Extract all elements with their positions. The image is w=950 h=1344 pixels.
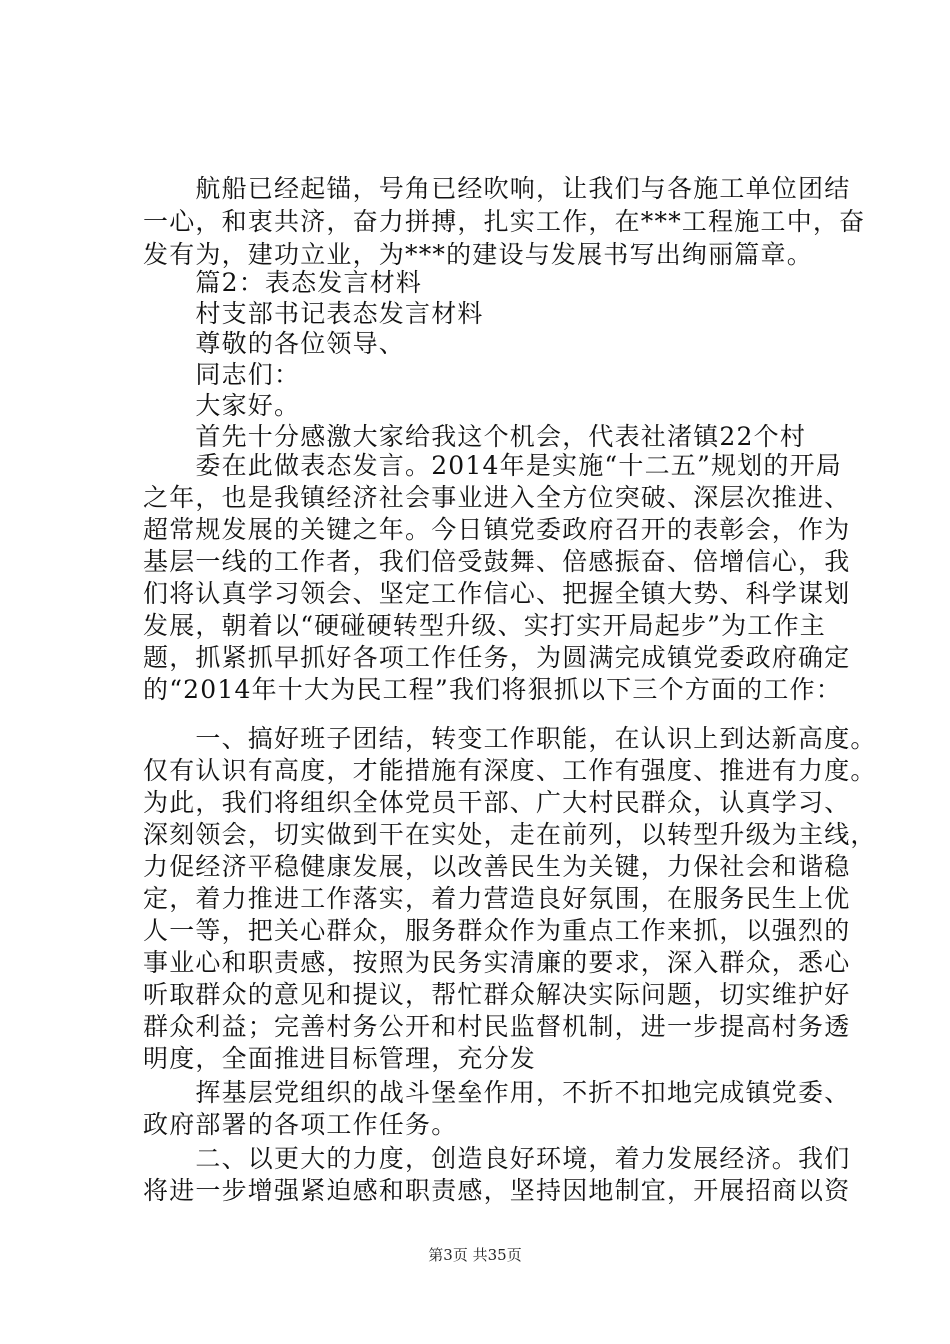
page-number-footer: 第3页 共35页 xyxy=(428,1246,522,1264)
text-line: 深刻领会，切实做到干在实处，走在前列，以转型升级为主线， xyxy=(143,820,877,849)
text-line: 的“2014年十大为民工程”我们将狠抓以下三个方面的工作： xyxy=(143,675,842,704)
text-line: 挥基层党组织的战斗堡垒作用，不折不扣地完成镇党委、 xyxy=(143,1078,851,1107)
text-line: 村支部书记表态发言材料 xyxy=(143,299,484,328)
text-line: 发有为，建功立业，为***的建设与发展书写出绚丽篇章。 xyxy=(143,240,813,269)
text-line: 二、以更大的力度，创造良好环境，着力发展经济。我们 xyxy=(143,1144,851,1173)
text-line: 将进一步增强紧迫感和职责感，坚持因地制宜，开展招商以资 xyxy=(143,1176,851,1205)
text-line: 定，着力推进工作落实，着力营造良好氛围，在服务民生上优 xyxy=(143,884,851,913)
text-line: 仅有认识有高度，才能措施有深度、工作有强度、推进有力度。 xyxy=(143,756,877,785)
text-line: 政府部署的各项工作任务。 xyxy=(143,1110,458,1139)
text-line: 们将认真学习领会、坚定工作信心、把握全镇大势、科学谋划 xyxy=(143,579,851,608)
text-line: 航船已经起锚，号角已经吹响，让我们与各施工单位团结 xyxy=(143,174,851,203)
text-line: 超常规发展的关键之年。今日镇党委政府召开的表彰会，作为 xyxy=(143,515,851,544)
text-line: 篇2：表态发言材料 xyxy=(143,268,423,297)
text-line: 首先十分感激大家给我这个机会，代表社渚镇22个村 xyxy=(143,422,807,451)
text-line: 一心，和衷共济，奋力拼搏，扎实工作，在***工程施工中，奋 xyxy=(143,207,866,236)
text-line: 发展，朝着以“硬碰硬转型升级、实打实开局起步”为工作主 xyxy=(143,611,826,640)
text-line: 群众利益；完善村务公开和村民监督机制，进一步提高村务透 xyxy=(143,1012,851,1041)
text-line: 为此，我们将组织全体党员干部、广大村民群众，认真学习、 xyxy=(143,788,851,817)
text-line: 大家好。 xyxy=(143,391,301,420)
text-line: 尊敬的各位领导、 xyxy=(143,329,406,358)
text-line: 基层一线的工作者，我们倍受鼓舞、倍感振奋、倍增信心，我 xyxy=(143,547,851,576)
text-line: 事业心和职责感，按照为民务实清廉的要求，深入群众，悉心 xyxy=(143,948,851,977)
text-line: 同志们： xyxy=(143,360,301,389)
text-line: 听取群众的意见和提议，帮忙群众解决实际问题，切实维护好 xyxy=(143,980,851,1009)
text-line: 一、搞好班子团结，转变工作职能，在认识上到达新高度。 xyxy=(143,724,877,753)
text-line: 之年，也是我镇经济社会事业进入全方位突破、深层次推进、 xyxy=(143,483,851,512)
text-line: 委在此做表态发言。2014年是实施“十二五”规划的开局 xyxy=(143,451,842,480)
text-line: 明度，全面推进目标管理，充分发 xyxy=(143,1044,537,1073)
text-line: 题，抓紧抓早抓好各项工作任务，为圆满完成镇党委政府确定 xyxy=(143,643,851,672)
text-line: 人一等，把关心群众，服务群众作为重点工作来抓，以强烈的 xyxy=(143,916,851,945)
text-line: 力促经济平稳健康发展，以改善民生为关键，力保社会和谐稳 xyxy=(143,852,851,881)
